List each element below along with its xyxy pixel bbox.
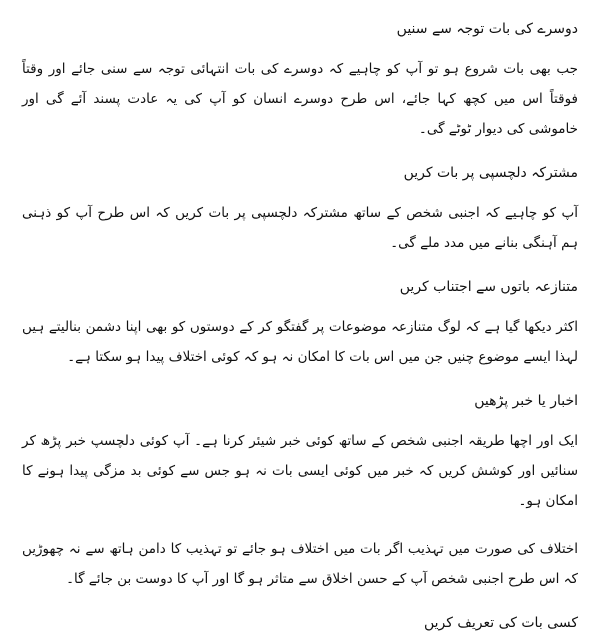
section-paragraph: آپ کو چاہیے کہ اجنبی شخص کے ساتھ مشترکہ دلچسپی پر بات کریں کہ اس طرح آپ کو ذہنی ہم آہنگی بنانے میں مدد ملے گی۔ (22, 205, 578, 251)
cutoff-heading: کسی بات کی تعریف کریں (423, 615, 578, 631)
section-heading: دوسرے کی بات توجہ سے سنیں (396, 21, 578, 37)
section-paragraph: ایک اور اچھا طریقہ اجنبی شخص کے ساتھ کوئی خبر شیئر کرنا ہے۔ آپ کوئی دلچسپ خبر پڑھ کر سنائیں اور کوشش کریں کہ خبر میں کوئی ایسی بات نہ ہو جس سے کوئی بد مزگی پیدا ہونے کا امکان ہو۔ (22, 433, 578, 509)
section-paragraph: جب بھی بات شروع ہو تو آپ کو چاہیے کہ دوسرے کی بات انتہائی توجہ سے سنی جائے اور وقتاً فوقتاً اس میں کچھ کہا جائے، اس طرح دوسرے انسان کو آپ کی یہ عادت پسند آئے گی اور خاموشی کی دیوار ٹوٹے گی۔ (22, 61, 578, 137)
section-heading: اخبار یا خبر پڑھیں (474, 393, 578, 409)
section-paragraph: اختلاف کی صورت میں تہذیب اگر بات میں اختلاف ہو جائے تو تہذیب کا دامن ہاتھ سے نہ چھوڑیں کہ اس طرح اجنبی شخص آپ کے حسن اخلاق سے متاثر ہو گا اور آپ کا دوست بن جائے گا۔ (22, 541, 578, 587)
section-heading: متنازعہ باتوں سے اجتناب کریں (399, 279, 578, 295)
section-heading: مشترکہ دلچسپی پر بات کریں (403, 165, 578, 181)
section-paragraph: اکثر دیکھا گیا ہے کہ لوگ متنازعہ موضوعات پر گفتگو کر کے دوستوں کو بھی اپنا دشمن بنالیتے ہیں لہذا ایسے موضوع چنیں جن میں اس بات کا امکان نہ ہو کہ کوئی اختلاف پیدا ہو سکتا ہے۔ (22, 319, 578, 365)
